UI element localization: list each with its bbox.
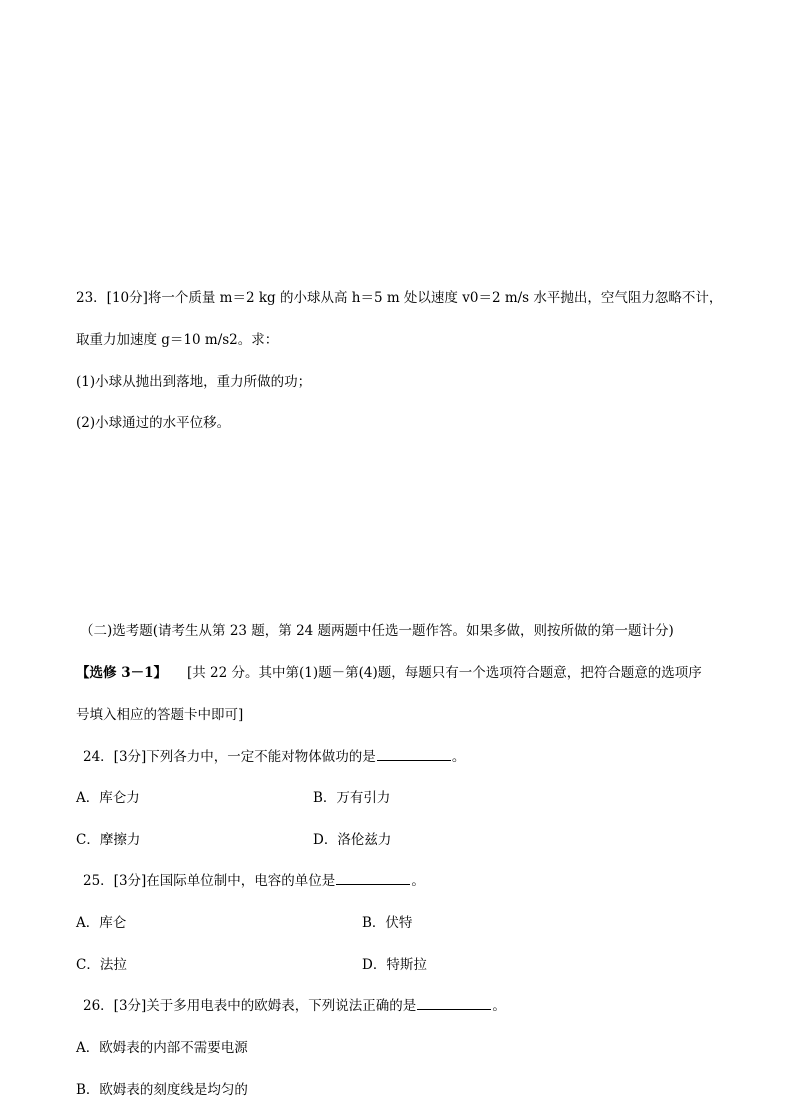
q26-stem-text: 26．[3分]关于多用电表中的欧姆表，下列说法正确的是 — [83, 998, 417, 1014]
q25-stem-end: 。 — [411, 873, 425, 889]
section-heading: （二)选考题(请考生从第 23 题，第 24 题两题中任选一题作答。如果多做，则按所做的第一题计分) — [80, 623, 674, 639]
q26-stem-end: 。 — [492, 998, 506, 1014]
q24-option-d: D．洛伦兹力 — [313, 832, 392, 848]
q26-option-b: B．欧姆表的刻度线是均匀的 — [76, 1082, 248, 1098]
q26-stem — [83, 997, 506, 1015]
q25-option-c: C．法拉 — [76, 957, 127, 973]
q26-option-a: A．欧姆表的内部不需要电源 — [76, 1040, 248, 1056]
answer-blank — [377, 748, 451, 761]
q24-option-c: C．摩擦力 — [76, 832, 141, 848]
q23-subquestion-1: (1)小球从抛出到落地，重力所做的功； — [76, 374, 312, 390]
q24-stem — [83, 748, 465, 766]
elective-line-1 — [76, 664, 702, 682]
q25-stem — [83, 872, 425, 890]
q23-line-2: 取重力加速度 g＝10 m/s2。求： — [76, 332, 279, 348]
q24-stem-text: 24．[3分]下列各力中，一定不能对物体做功的是 — [83, 749, 376, 765]
q25-option-b: B．伏特 — [362, 915, 413, 931]
q23-line-1: 23．[10分]将一个质量 m＝2 kg 的小球从高 h＝5 m 处以速度 v0＝2 m/s 水平抛出，空气阻力忽略不计， — [76, 290, 723, 306]
elective-tag: 【选修 3－1】 — [76, 665, 167, 681]
q24-option-b: B．万有引力 — [313, 790, 391, 806]
q24-stem-end: 。 — [451, 749, 466, 765]
q25-stem-text: 25．[3分]在国际单位制中，电容的单位是 — [83, 873, 336, 889]
q25-option-d: D．特斯拉 — [362, 957, 427, 973]
q23-subquestion-2: (2)小球通过的水平位移。 — [76, 415, 231, 431]
elective-text-2: 号填入相应的答题卡中即可] — [76, 707, 244, 723]
answer-blank — [336, 872, 410, 885]
elective-text-1: [共 22 分。其中第(1)题－第(4)题，每题只有一个选项符合题意，把符合题意的选项序 — [187, 665, 702, 681]
q25-option-a: A．库仑 — [76, 915, 127, 931]
answer-blank — [417, 997, 491, 1010]
q24-option-a: A．库仑力 — [76, 790, 140, 806]
